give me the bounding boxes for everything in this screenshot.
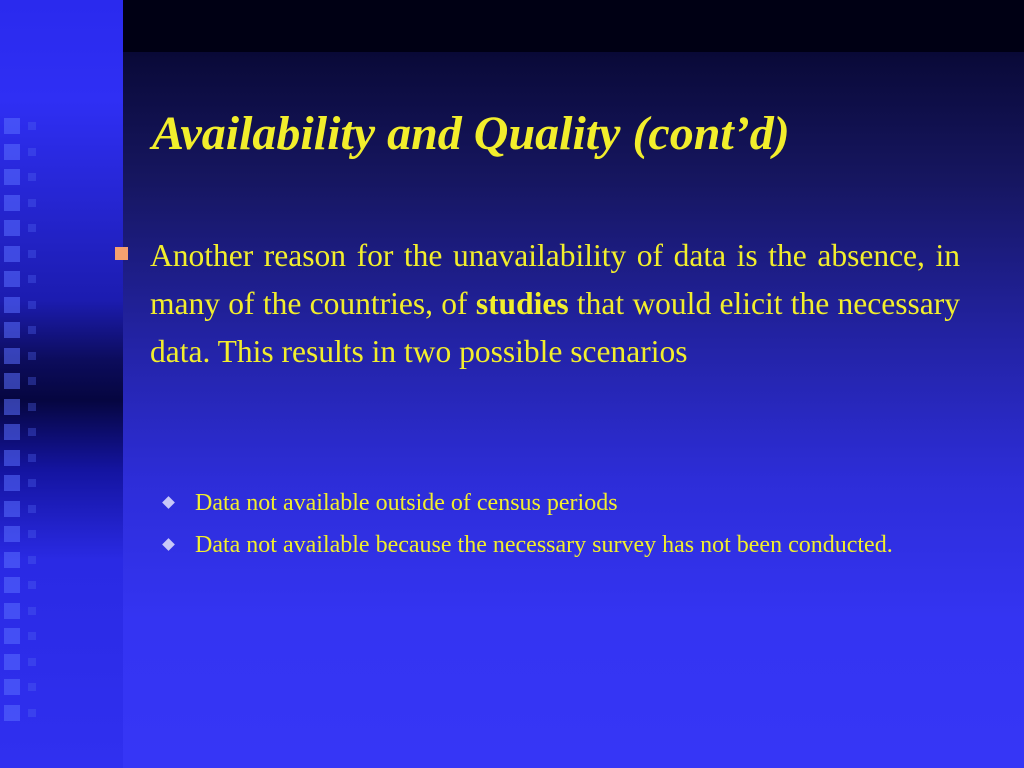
decorative-squares xyxy=(4,118,34,738)
sub-bullet-text: Data not available because the necessary survey has not been conducted. xyxy=(195,532,893,558)
decorative-square xyxy=(4,271,20,287)
decorative-square xyxy=(28,658,36,666)
sub-bullet-text: Data not available outside of census periods xyxy=(195,490,618,516)
sub-bullet-item xyxy=(160,486,960,520)
decorative-square xyxy=(4,399,20,415)
decorative-square xyxy=(4,169,20,185)
decorative-square xyxy=(4,118,20,134)
diamond-bullet-icon xyxy=(162,538,175,551)
decorative-square xyxy=(4,450,20,466)
decorative-square xyxy=(28,352,36,360)
decorative-square xyxy=(28,173,36,181)
decorative-square xyxy=(4,373,20,389)
decorative-square xyxy=(28,148,36,156)
decorative-square xyxy=(4,220,20,236)
decorative-square xyxy=(28,709,36,717)
decorative-square xyxy=(4,577,20,593)
decorative-square xyxy=(4,628,20,644)
square-bullet-icon xyxy=(115,247,128,260)
decorative-square xyxy=(4,501,20,517)
decorative-square xyxy=(4,322,20,338)
main-bullet-text-part-2: that would elicit the necessary data. This results in two possible scenarios xyxy=(150,286,960,369)
decorative-square xyxy=(28,122,36,130)
decorative-square xyxy=(28,199,36,207)
decorative-square xyxy=(28,683,36,691)
decorative-square xyxy=(4,679,20,695)
decorative-square xyxy=(28,224,36,232)
decorative-square xyxy=(4,297,20,313)
decorative-square xyxy=(4,246,20,262)
decorative-square xyxy=(4,475,20,491)
decorative-square xyxy=(28,275,36,283)
decorative-square xyxy=(28,454,36,462)
decorative-square xyxy=(4,144,20,160)
main-bullet-text-part-1: Another reason for the unavailability of data is the absence, in many of the countries, of xyxy=(150,238,960,321)
decorative-square xyxy=(28,530,36,538)
decorative-square xyxy=(28,326,36,334)
decorative-square xyxy=(28,428,36,436)
top-band xyxy=(123,0,1024,52)
decorative-square xyxy=(28,377,36,385)
decorative-square xyxy=(4,654,20,670)
decorative-square xyxy=(4,526,20,542)
decorative-square xyxy=(4,552,20,568)
decorative-square xyxy=(4,348,20,364)
decorative-square xyxy=(28,250,36,258)
decorative-square xyxy=(28,479,36,487)
decorative-square xyxy=(4,603,20,619)
decorative-square xyxy=(28,403,36,411)
decorative-square xyxy=(4,424,20,440)
main-bullet-text xyxy=(150,232,960,376)
decorative-square xyxy=(28,556,36,564)
decorative-square xyxy=(28,505,36,513)
left-decorative-bar xyxy=(0,0,123,768)
sub-bullet-list xyxy=(160,486,960,570)
decorative-square xyxy=(28,581,36,589)
decorative-square xyxy=(28,607,36,615)
slide-title: Availability and Quality (cont’d) xyxy=(152,107,790,160)
decorative-square xyxy=(4,705,20,721)
decorative-square xyxy=(28,632,36,640)
sub-bullet-item xyxy=(160,528,960,562)
decorative-square xyxy=(4,195,20,211)
diamond-bullet-icon xyxy=(162,496,175,509)
decorative-square xyxy=(28,301,36,309)
main-bullet-emphasis: studies xyxy=(475,286,569,321)
